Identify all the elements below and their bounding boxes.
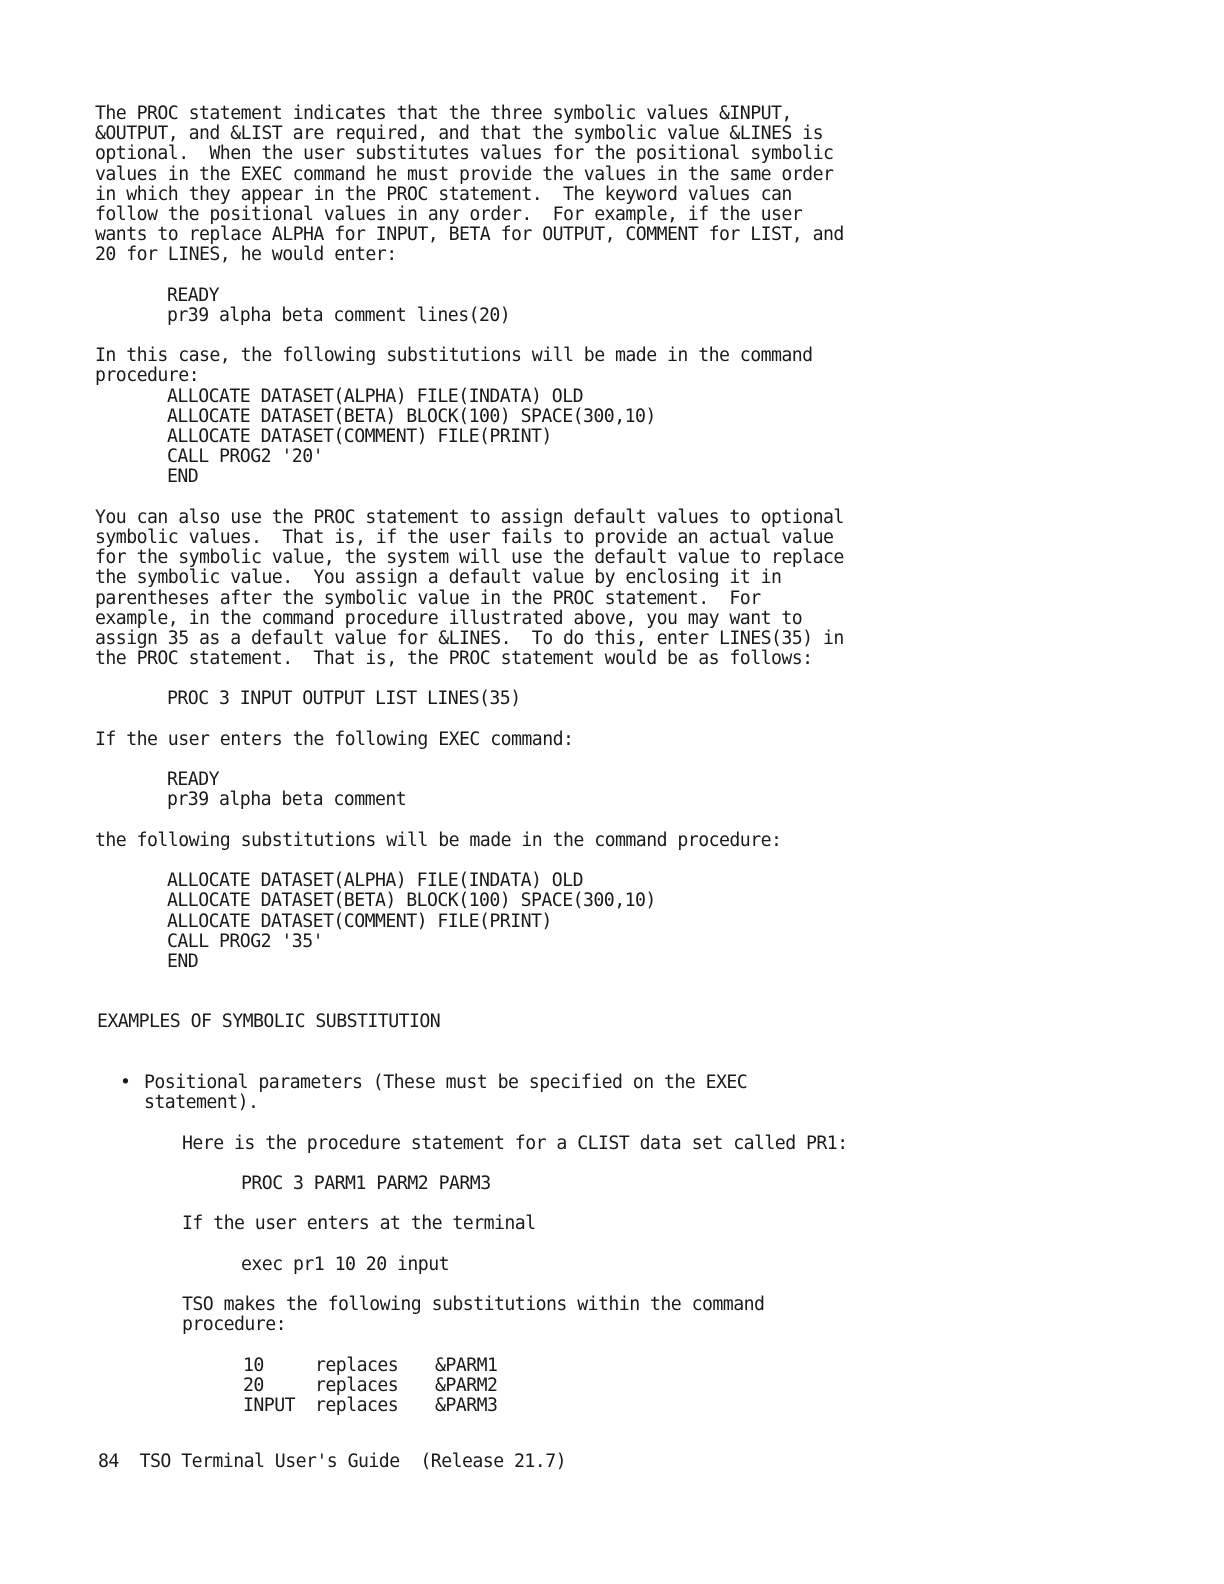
code-line: pr39 alpha beta comment (167, 789, 407, 811)
code-line: READY (167, 769, 219, 791)
text-line: example, in the command procedure illustrated above, you may want to (95, 607, 803, 629)
text-line: the following substitutions will be made in the command procedure: (95, 829, 782, 851)
substitution-verb: replaces (315, 1354, 399, 1376)
section-heading: EXAMPLES OF SYMBOLIC SUBSTITUTION (97, 1011, 441, 1033)
code-block-2 (95, 871, 1175, 972)
paragraph-tso-substitutions (95, 1295, 1175, 1335)
text-line: parentheses after the symbolic value in the PROC statement. For (95, 587, 761, 609)
substitution-symbol: &PARM3 (435, 1395, 498, 1417)
code-line: ALLOCATE DATASET(ALPHA) FILE(INDATA) OLD (167, 870, 583, 892)
text-line: statement). (144, 1092, 259, 1114)
text-line: In this case, the following substitutions will be made in the command (95, 345, 813, 367)
text-line: symbolic values. That is, if the user fails to provide an actual value (95, 526, 834, 548)
code-line: ALLOCATE DATASET(ALPHA) FILE(INDATA) OLD (167, 385, 583, 407)
substitution-verb: replaces (315, 1374, 399, 1396)
text-line: If the user enters at the terminal (182, 1213, 536, 1235)
text-line: wants to replace ALPHA for INPUT, BETA for OUTPUT, COMMENT for LIST, and (95, 224, 844, 246)
substitution-table (95, 1356, 1175, 1417)
substitution-symbol: &PARM2 (435, 1374, 498, 1396)
proc-statement-line: PROC 3 PARM1 PARM2 PARM3 (241, 1172, 491, 1194)
code-line: ALLOCATE DATASET(COMMENT) FILE(PRINT) (167, 910, 552, 932)
exec-command-line: exec pr1 10 20 input (241, 1253, 449, 1275)
bullet-icon: • (120, 1072, 131, 1094)
text-line: follow the positional values in any order. For example, if the user (95, 203, 803, 225)
code-line: ALLOCATE DATASET(COMMENT) FILE(PRINT) (167, 426, 552, 447)
proc-statement-line: PROC 3 INPUT OUTPUT LIST LINES(35) (167, 688, 521, 710)
code-line: CALL PROG2 '20' (167, 446, 323, 468)
text-line: values in the EXEC command he must provide the values in the same order (95, 163, 834, 185)
text-line: If the user enters the following EXEC command: (95, 728, 574, 750)
substitution-value: 20 (243, 1374, 264, 1396)
text-line: Here is the procedure statement for a CLIST data set called PR1: (182, 1132, 848, 1154)
text-line: &OUTPUT, and &LIST are required, and that the symbolic value &LINES is (95, 123, 823, 145)
terminal-example-2 (95, 770, 1175, 810)
substitution-value: 10 (243, 1354, 264, 1376)
text-line: TSO makes the following substitutions within the command (182, 1294, 765, 1316)
code-line: ALLOCATE DATASET(BETA) BLOCK(100) SPACE(300,10) (167, 405, 656, 427)
table-row (243, 1376, 1175, 1396)
substitution-symbol: &PARM1 (435, 1354, 498, 1376)
text-line: in which they appear in the PROC statement. The keyword values can (95, 183, 792, 205)
code-line: pr39 alpha beta comment lines(20) (167, 304, 511, 326)
text-line: You can also use the PROC statement to assign default values to optional (95, 506, 844, 528)
text-line: 20 for LINES, he would enter: (95, 244, 397, 266)
text-line: the symbolic value. You assign a default value by enclosing it in (95, 567, 782, 589)
code-block-1 (95, 387, 1175, 488)
substitution-value: INPUT (243, 1395, 295, 1417)
text-line: procedure: (95, 365, 199, 387)
substitution-verb: replaces (315, 1395, 399, 1417)
text-line: The PROC statement indicates that the three symbolic values &INPUT, (95, 103, 792, 124)
code-line: READY (167, 284, 219, 306)
text-line: optional. When the user substitutes values for the positional symbolic (95, 143, 834, 165)
code-line: CALL PROG2 '35' (167, 930, 323, 952)
table-row (243, 1396, 1175, 1416)
paragraph-default-values (95, 508, 1175, 670)
page-body (95, 104, 1175, 1416)
text-line: Positional parameters (These must be specified on the EXEC (144, 1072, 748, 1094)
text-line: assign 35 as a default value for &LINES. To do this, enter LINES(35) in (95, 627, 844, 649)
code-line: END (167, 466, 199, 488)
bullet-item (95, 1073, 1175, 1113)
page-footer: 84 TSO Terminal User's Guide (Release 21.7) (98, 1451, 566, 1472)
text-line: the PROC statement. That is, the PROC statement would be as follows: (95, 648, 813, 670)
terminal-example-1 (95, 286, 1175, 326)
table-row (243, 1356, 1175, 1376)
paragraph-substitutions-intro (95, 346, 1175, 386)
code-line: END (167, 950, 199, 972)
text-line: procedure: (182, 1314, 286, 1336)
text-line: for the symbolic value, the system will use the default value to replace (95, 547, 844, 569)
paragraph-proc-explanation (95, 104, 1175, 266)
code-line: ALLOCATE DATASET(BETA) BLOCK(100) SPACE(300,10) (167, 890, 656, 912)
